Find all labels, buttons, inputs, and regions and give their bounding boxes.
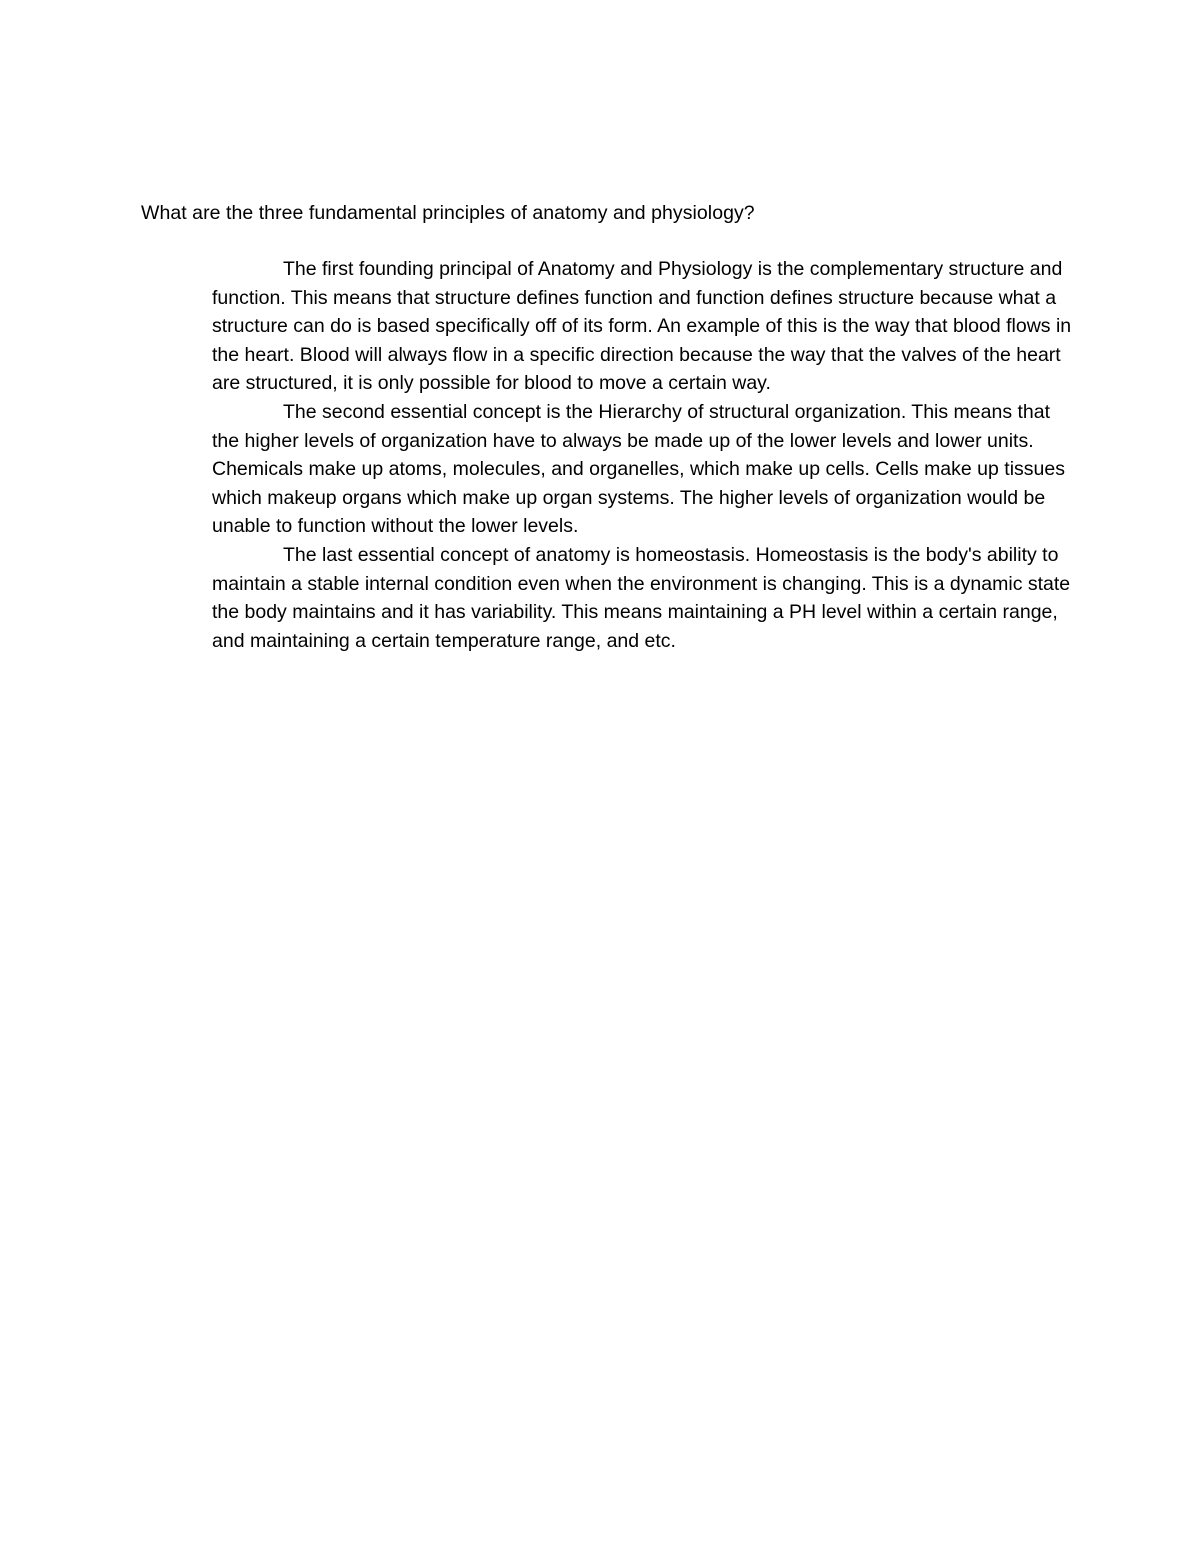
paragraph-structure-function: The first founding principal of Anatomy and Physiology is the complementary structure and function. This means that structure defines function and function defines structure because what a structure can do is based specifically off of its form. An example of this is the way that blood flows in the heart. Blood will always flow in a specific direction because the way that the valves of the heart are structured, it is only possible for blood to move a certain way. — [212, 258, 1072, 395]
paragraph-hierarchy: The second essential concept is the Hierarchy of structural organization. This means that the higher levels of organization have to always be made up of the lower levels and lower units. Chemicals make up atoms, molecules, and organelles, which make up cells. Cells make up tissues which makeup organs which make up organ systems. The higher levels of organization would be unable to function without the lower levels. — [212, 400, 1065, 538]
question-heading: What are the three fundamental principles of anatomy and physiology? — [141, 202, 755, 224]
answer-body — [212, 255, 1074, 655]
paragraph-homeostasis: The last essential concept of anatomy is homeostasis. Homeostasis is the body's ability to maintain a stable internal condition even when the environment is changing. This is a dynamic state the body maintains and it has variability. This means maintaining a PH level within a certain range, and maintaining a certain temperature range, and etc. — [212, 543, 1071, 652]
